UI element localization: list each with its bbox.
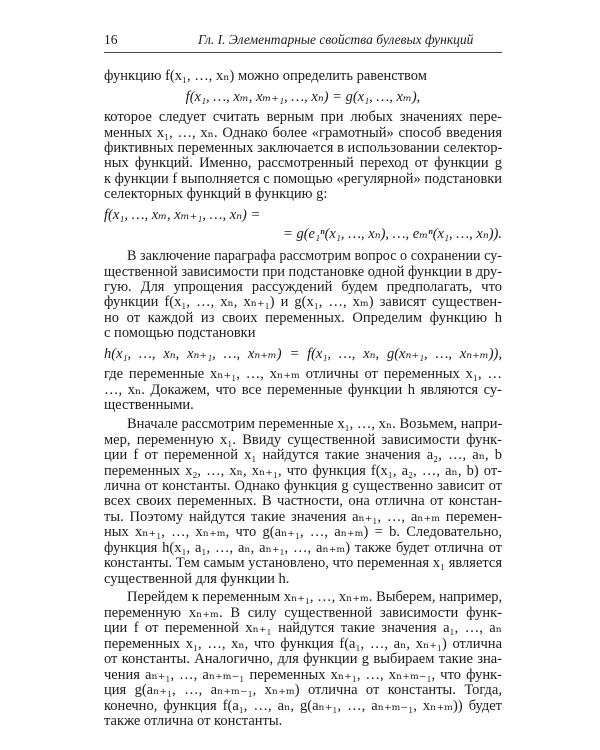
equation-line: = g(e₁ⁿ(x₁, …, xₙ), …, eₘⁿ(x₁, …, xₙ)). (283, 225, 502, 242)
equation-line: f(x₁, …, xₘ, xₘ₊₁, …, xₙ) = g(x₁, …, xₘ), (185, 88, 421, 105)
text-line: с помощью подстановки (104, 325, 256, 342)
text-line: функции f(x₁, …, xₙ, xₙ₊₁) и g(x₁, …, xₘ) зависят существен- (104, 294, 502, 311)
text-line: которое следует считать верным при любых значениях пере- (104, 109, 502, 126)
text-line: селекторных функций в функцию g: (104, 186, 328, 203)
equation-line: f(x₁, …, xₘ, xₘ₊₁, …, xₙ) = (104, 206, 261, 223)
running-title: Гл. I. Элементарные свойства булевых функций (198, 32, 474, 47)
text-line: ции f от переменной xₙ₊₁ найдутся такие значения a₁, …, aₙ (104, 620, 502, 637)
text-line: менных x₁, …, xₙ. Однако более «грамотный» способ введения (104, 124, 502, 141)
text-line: переменных x₁, …, xₙ, что функция f(a₁, …, aₙ, xₙ₊₁) отлична (104, 635, 502, 652)
text-line: …, xₙ. Докажем, что все переменные функции h являются су- (104, 381, 502, 398)
text-line: но от каждой из своих переменных. Определим функцию h (104, 309, 502, 326)
running-header (104, 30, 502, 53)
text-line: всех своих переменных. В частности, она отлична от констан- (104, 493, 502, 510)
text-line: ты. Поэтому найдутся такие значения aₙ₊₁, …, aₙ₊ₘ перемен- (104, 508, 502, 525)
text-line: мер, переменную x₁. Ввиду существенной зависимости функ- (104, 431, 502, 448)
text-line: где переменные xₙ₊₁, …, xₙ₊ₘ отличны от переменных x₁, … (104, 366, 502, 383)
text-line: ция g(aₙ₊₁, …, aₙ₊ₘ₋₁, xₙ₊ₘ) отлична от константы. Тогда, (104, 682, 502, 699)
text-line: к функции f выполняется с помощью «регулярной» подстановки (104, 170, 502, 187)
text-line: ных xₙ₊₁, …, xₙ₊ₘ, что g(aₙ₊₁, …, aₙ₊ₘ) = b. Следовательно, (104, 524, 502, 541)
text-line: В заключение параграфа рассмотрим вопрос о сохранении су- (127, 248, 502, 265)
text-line: чения aₙ₊₁, …, aₙ₊ₘ₋₁ переменных xₙ₊₁, …, xₙ₊ₘ₋₁, что функ- (104, 666, 502, 683)
text-line: существенной для функции h. (104, 570, 290, 587)
text-line: функция h(x₁, a₁, …, aₙ, aₙ₊₁, …, aₙ₊ₘ) также будет отлична от (104, 539, 502, 556)
text-line: щественными. (104, 397, 194, 414)
text-line: ных функций. Именно, рассмотренный переход от функции g (104, 155, 502, 172)
text-line: функцию f(x₁, …, xₙ) можно определить равенством (104, 68, 427, 84)
page-number: 16 (104, 32, 118, 47)
text-line: щественной зависимости при подстановке одной функции в дру- (104, 263, 502, 280)
text-line: переменную xₙ₊ₘ. В силу существенной зависимости функ- (104, 604, 502, 621)
text-line: ции f от переменной x₁ найдутся такие значения a₂, …, aₙ, b (104, 447, 502, 464)
text-line: переменных x₂, …, xₙ, xₙ₊₁, что функция f(x₁, a₂, …, aₙ, b) от- (104, 462, 502, 479)
text-line: от константы. Аналогично, для функции g выбираем такие зна- (104, 651, 502, 668)
text-line: конечно, функция f(a₁, …, aₙ, g(aₙ₊₁, …, aₙ₊ₘ₋₁, xₙ₊ₘ)) будет (104, 697, 502, 714)
text-line: Перейдем к переменным xₙ₊₁, …, xₙ₊ₘ. Выберем, например, (127, 589, 503, 606)
equation-line: h(x₁, …, xₙ, xₙ₊₁, …, xₙ₊ₘ) = f(x₁, …, xₙ, g(xₙ₊₁, …, xₙ₊ₘ)), (104, 345, 502, 362)
text-line: лична от константы. Однако функция g существенно зависит от (104, 477, 502, 494)
text-line: константы. Тем самым установлено, что переменная x₁ является (104, 555, 502, 572)
text-line: гую. Для упрощения рассуждений будем предполагать, что (104, 278, 502, 295)
text-line: также отлична от константы. (104, 713, 283, 729)
text-line: фиктивных переменных заключается в использовании селектор- (104, 140, 503, 157)
text-line: Вначале рассмотрим переменные x₁, …, xₙ. Возьмем, напри- (127, 416, 503, 433)
